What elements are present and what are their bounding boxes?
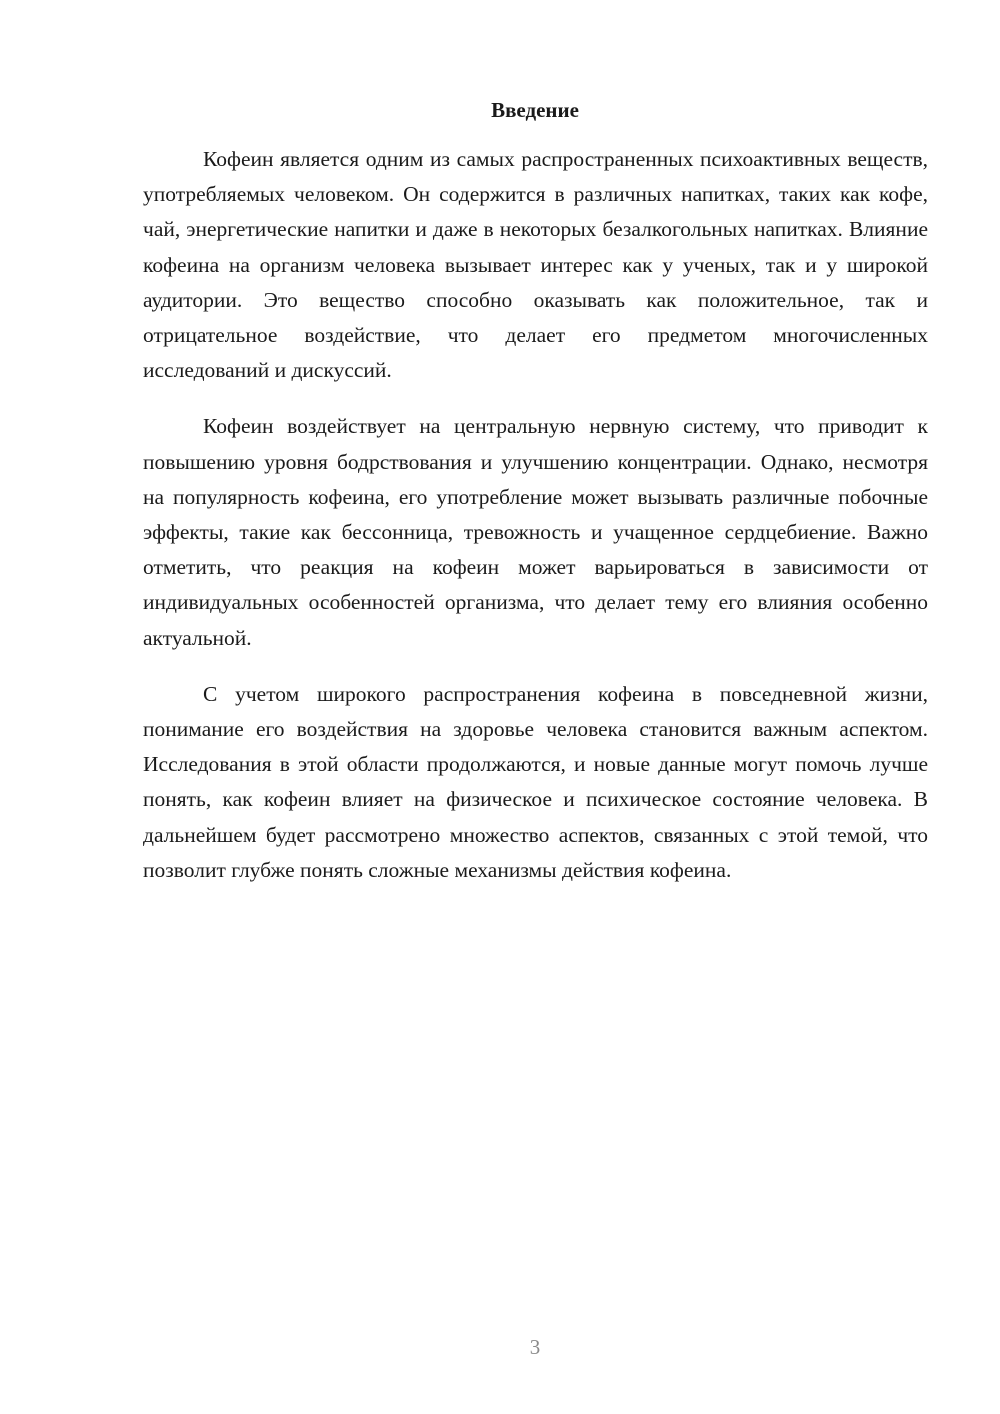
- paragraph-1: Кофеин является одним из самых распространенных психоактивных веществ, употребляемых человеком. Он содержится в различных напитках, таких как кофе, чай, энергетические напитки и даже в некоторых безалкогольных напитках. Влияние кофеина на организм человека вызывает интерес как у ученых, так и у широкой аудитории. Это вещество способно оказывать как положительное, так и отрицательное воздействие, что делает его предметом многочисленных исследований и дискуссий.: [143, 147, 928, 383]
- page-number: 3: [529, 1335, 541, 1359]
- paragraph-2: Кофеин воздействует на центральную нервную систему, что приводит к повышению уровня бодрствования и улучшению концентрации. Однако, несмотря на популярность кофеина, его употребление может вызывать различные побочные эффекты, такие как бессонница, тревожность и учащенное сердцебиение. Важно отметить, что реакция на кофеин может варьироваться в зависимости от индивидуальных особенностей организма, что делает тему его влияния особенно актуальной.: [143, 414, 928, 650]
- body-text: [143, 142, 928, 909]
- page-title: Введение: [491, 98, 579, 122]
- paragraph-3: С учетом широкого распространения кофеина в повседневной жизни, понимание его воздействия на здоровье человека становится важным аспектом. Исследования в этой области продолжаются, и новые данные могут помочь лучше понять, как кофеин влияет на физическое и психическое состояние человека. В дальнейшем будет рассмотрено множество аспектов, связанных с этой темой, что позволит глубже понять сложные механизмы действия кофеина.: [143, 681, 928, 882]
